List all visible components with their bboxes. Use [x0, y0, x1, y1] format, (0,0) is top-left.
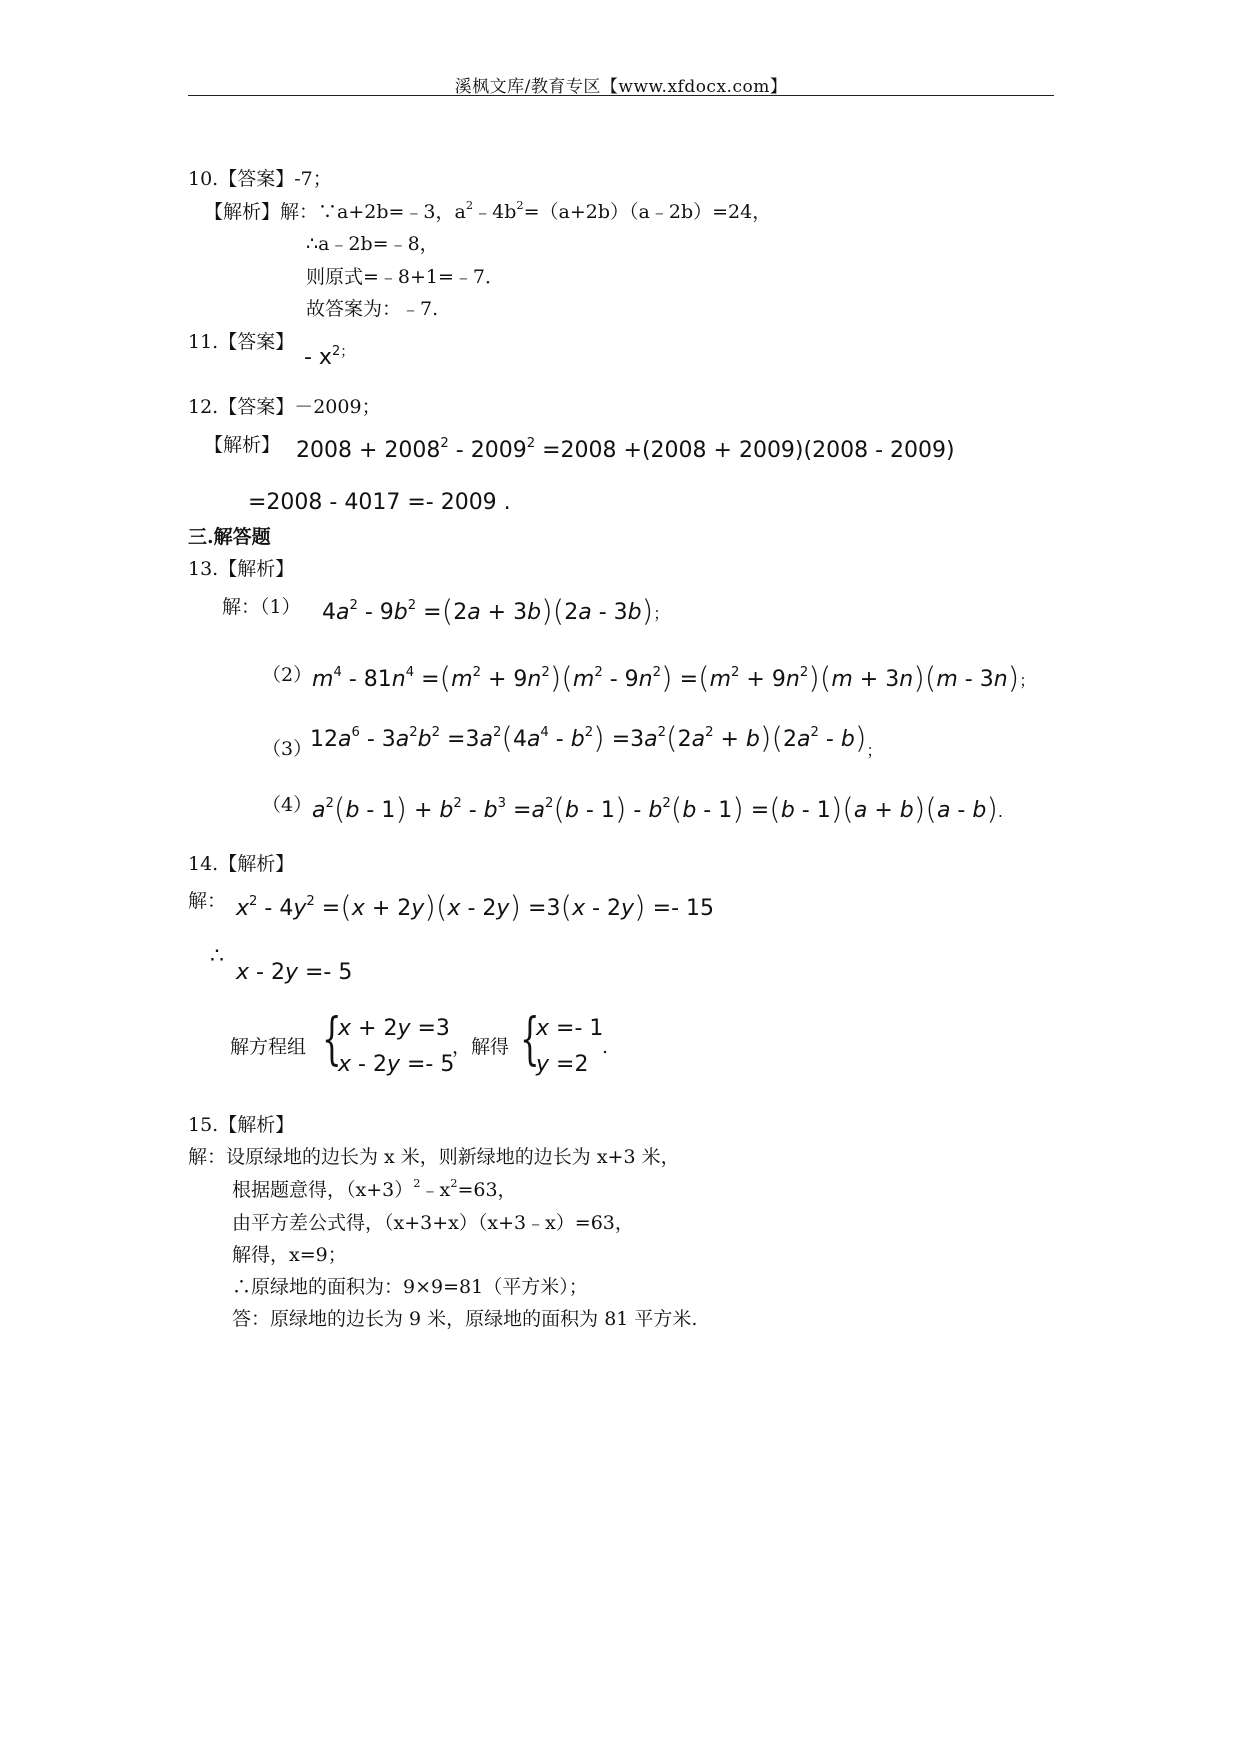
q13-part-1: 解：（1） — [222, 596, 301, 618]
system-1-eq-1: x + 2y =3 — [338, 1016, 450, 1041]
q13-part-4-label: （4） — [262, 794, 313, 816]
q13-part-2-label: （2） — [262, 664, 313, 686]
q10-analysis-label: 【解析】解： — [204, 201, 319, 223]
q14-math-line-1: $x^2 - 4y^2 =(x + 2y)(x - 2y) =3(x - 2y) =- 15$ — [236, 890, 714, 925]
q10-analysis-line-4: 故答案为：﹣7. — [306, 298, 439, 320]
q13-part-4-math: $a^2(b - 1) + b^2 - b^3 =a^2(b - 1) - b^2(b - 1) =(b - 1)(a + b)(a - b)$. — [312, 792, 1004, 827]
left-brace-icon: { — [520, 1007, 540, 1072]
q13-part-3-math: $12a^6 - 3a^2b^2 =3a^2(4a^4 - b^2) =3a^2(2a^2 + b)(2a^2 - b)_;$ — [310, 721, 883, 760]
q10-answer: 10.【答案】-7； — [188, 168, 332, 190]
q11-math: - $x^{2;}$ — [304, 343, 355, 370]
q14-label: 14.【解析】 — [188, 853, 295, 875]
q12-math-line-1: $2008 + 2008^2 - 2009^2 =2008 +(2008 + 2009)(2008 - 2009)$ — [296, 435, 955, 463]
q15-line-5: ∴原绿地的面积为：9×9=81（平方米）； — [232, 1276, 588, 1298]
q11-answer: 11.【答案】 — [188, 331, 295, 353]
section-3-title: 三.解答题 — [188, 526, 271, 548]
q10-analysis-line-2: ∴a﹣2b=﹣8， — [306, 233, 439, 255]
q14-comma-jiede: ，解得 — [452, 1036, 510, 1058]
q13-part-3-label: （3） — [262, 738, 313, 760]
system-1-eq-2: x - 2y =- 5 — [338, 1052, 455, 1077]
q12-answer: 12.【答案】－2009； — [188, 396, 381, 418]
therefore-symbol: ∴ — [210, 944, 224, 969]
q14-solve-label: 解方程组 — [230, 1036, 307, 1058]
q10-analysis-line-3: 则原式=﹣8+1=﹣7． — [306, 266, 505, 288]
q12-analysis-label: 【解析】 — [204, 434, 281, 456]
q14-jie: 解： — [188, 890, 227, 912]
q14-math-line-2: x - 2y =- 5 — [236, 960, 353, 985]
left-brace-icon: { — [322, 1007, 342, 1072]
header-divider — [188, 95, 1054, 96]
system-2-eq-1: x =- 1 — [536, 1016, 604, 1041]
q13-part-1-math: $4a^2 - 9b^2 =(2a + 3b)(2a - 3b)$； — [322, 594, 670, 629]
q15-label: 15.【解析】 — [188, 1114, 295, 1136]
q15-line-1: 解：设原绿地的边长为 x 米，则新绿地的边长为 x+3 米， — [188, 1146, 680, 1168]
page-header: 溪枫文库/教育专区【www.xfdocx.com】 — [454, 77, 788, 97]
q13-part-2-math: $m^4 - 81n^4 =(m^2 + 9n^2)(m^2 - 9n^2) =(m^2 + 9n^2)(m + 3n)(m - 3n)$； — [312, 661, 1036, 696]
q10-analysis-line-1: 【解析】解：∵a+2b=﹣3，$a^2﹣4b^2=(a+2b)(a﹣2b)=24$， — [204, 197, 772, 223]
q14-end: . — [602, 1036, 609, 1058]
q13-label: 13.【解析】 — [188, 558, 295, 580]
system-2-eq-2: y =2 — [536, 1052, 589, 1077]
q15-line-6: 答：原绿地的边长为 9 米，原绿地的面积为 81 平方米. — [232, 1308, 698, 1330]
q15-line-3: 由平方差公式得，（x+3+x）（x+3﹣x）=63， — [232, 1212, 634, 1234]
q15-line-4: 解得，x=9； — [232, 1244, 347, 1266]
q12-math-line-2: =2008 - 4017 =- 2009 . — [248, 490, 511, 515]
q15-line-2: 根据题意得，$(x+3)^2﹣x^2=63$， — [232, 1175, 517, 1201]
